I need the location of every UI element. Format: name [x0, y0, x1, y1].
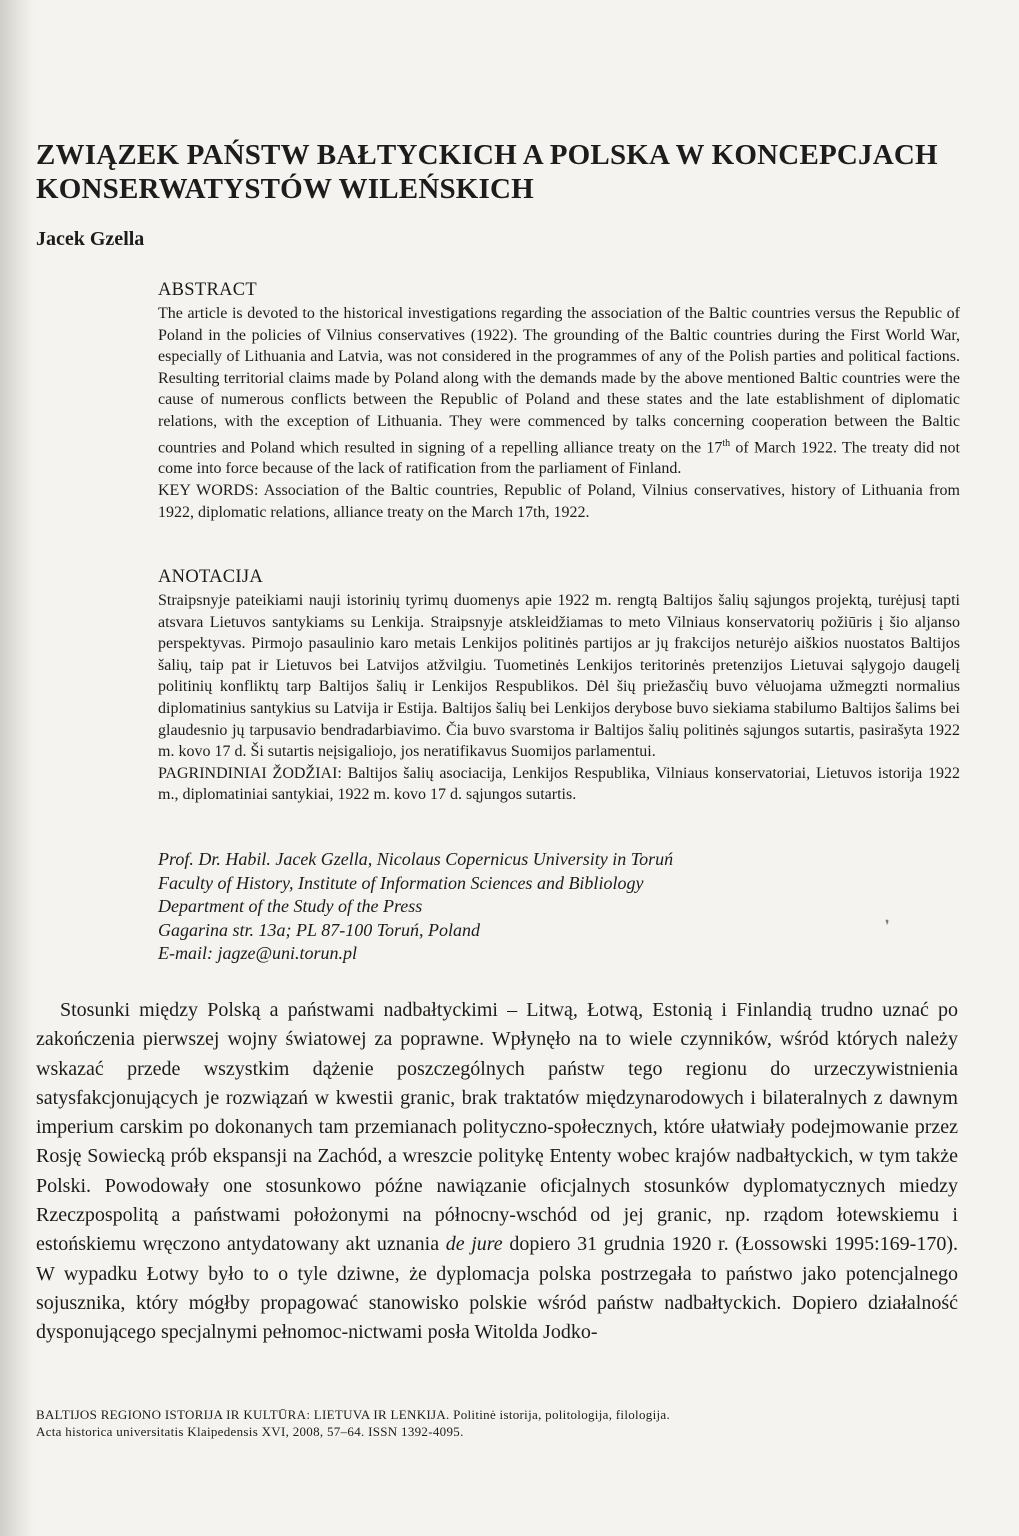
- affiliation-email: E-mail: jagze@uni.torun.pl: [158, 943, 358, 963]
- abstract-heading: ABSTRACT: [158, 280, 258, 300]
- anotacija-text: Straipsnyje pateikiami nauji istorinių tyrimų duomenys apie 1922 m. rengtą Baltijos šalių sąjungos projektą, turėjusį tapti atsvara Lietuvos santykiams su Lenkija. Straipsnyje atskleidžiamas to meto Vilniaus konservatorių požiūris į šio aljanso perspektyvas. Pirmojo pasaulinio karo metais Lenkijos politinės partijos ar jų frakcijos neturėjo aiškios nuostatos Baltijos šalių, taip pat ir Lietuvos bei Latvijos atžvilgiu. Tuometinės Lenkijos teritorinės pretenzijos Lietuvai sąlygojo daugelį politinių konfliktų tarp Baltijos šalių ir Lenkijos Respublikos. Dėl šių priežasčių buvo vėluojama užmegzti normalius diplomatinius santykius su Latvija ir Estija. Baltijos šalių bei Lenkijos derybose buvo siekiama stabilumo Baltijos šalims bei glaudesnio jų tarpusavio bendradarbiavimo. Čia buvo svarstoma ir Baltijos šalių politinės sąjungos sutartis, pasirašyta 1922 m. kovo 17 d. Ši sutartis neįsigaliojo, jos neratifikavus Suomijos parlamentui.: [158, 592, 960, 761]
- anotacija-keywords: PAGRINDINIAI ŽODŽIAI: Baltijos šalių asociacija, Lenkijos Respublika, Vilniaus konservatoriai, Lietuvos istorija 1922 m., diplomatiniai santykiai, 1922 m. kovo 17 d. sąjungos sutartis.: [158, 764, 960, 804]
- author-affiliation: [158, 848, 858, 966]
- affiliation-department: Department of the Study of the Press: [158, 896, 423, 916]
- affiliation-address: Gagarina str. 13a; PL 87-100 Toruń, Poland: [158, 919, 481, 940]
- body-italic-term: de jure: [445, 1233, 503, 1256]
- body-paragraph: [36, 996, 958, 1348]
- article-title-line-2: KONSERWATYSTÓW WILEŃSKICH: [36, 173, 534, 205]
- abstract-text: [158, 303, 960, 480]
- abstract-keywords: KEY WORDS: Association of the Baltic countries, Republic of Poland, Vilnius conservatives, history of Lithuania from 1922, diplomatic relations, alliance treaty on the March 17th, 1922.: [158, 482, 960, 521]
- abstract-text-main: The article is devoted to the historical investigations regarding the association of the Baltic countries versus the Republic of Poland in the policies of Vilnius conservatives (1922). The grounding of the Baltic countries during the First World War, especially of Lithuania and Latvia, was not considered in the programmes of any of the Polish parties and political factions. Resulting territorial claims made by Poland along with the demands made by the above mentioned Baltic countries were the cause of numerous conflicts between the Republic of Poland and these states and the late establishment of diplomatic relations, with the exception of Lithuania. They were commenced by talks concerning cooperation between the Baltic countries and Poland which resulted in signing of a repelling alliance treaty on the 17: [158, 305, 960, 456]
- affiliation-faculty: Faculty of History, Institute of Information Sciences and Bibliology: [158, 872, 644, 893]
- scan-smudge: ❜: [885, 919, 890, 934]
- affiliation-name: Prof. Dr. Habil. Jacek Gzella, Nicolaus Copernicus University in Toruń: [158, 849, 674, 869]
- anotacija-section: [158, 565, 960, 806]
- journal-footer: [36, 1406, 936, 1440]
- body-text-part-2: dopiero 31 grudnia 1920 r. (Łossowski 1995:169-170). W wypadku Łotwy było to o tyle dziwne, że dyplomacja polska postrzegała to państwo jako potencjalnego sojusznika, który mógłby propagować stanowisko polskie wśród państw nadbałtyckich. Dopiero działalność dysponującego specjalnymi pełnomoc-nictwami posła Witolda Jodko-: [36, 1233, 958, 1344]
- author-name: Jacek Gzella: [36, 228, 145, 250]
- footer-citation: Acta historica universitatis Klaipedensis XVI, 2008, 57–64. ISSN 1392-4095.: [36, 1424, 464, 1439]
- ordinal-superscript: th: [722, 437, 731, 449]
- abstract-text-end: of March 1922. The treaty did not come into force because of the lack of ratification from the parliament of Finland.: [158, 438, 961, 478]
- article-title: [36, 138, 976, 206]
- article-title-line-1: ZWIĄZEK PAŃSTW BAŁTYCKICH A POLSKA W KONCEPCJACH: [36, 139, 938, 171]
- abstract-section: [158, 278, 960, 523]
- anotacija-heading: ANOTACIJA: [158, 567, 264, 587]
- footer-journal-title: BALTIJOS REGIONO ISTORIJA IR KULTŪRA: LIETUVA IR LENKIJA. Politinė istorija, politologija, filologija.: [36, 1407, 671, 1422]
- body-text-part-1: Stosunki między Polską a państwami nadbałtyckimi – Litwą, Łotwą, Estonią i Finlandią trudno uznać po zakończenia pierwszej wojny światowej za poprawne. Wpłynęło na to wiele czynników, wśród których należy wskazać przede wszystkim dążenie poszczególnych państw tego regionu do urzeczywistnienia satysfakcjonujących je rozwiązań w kwestii granic, brak traktatów międzynarodowych i bilateralnych z dawnym imperium carskim po dokonanych tam przemianach polityczno-społecznych, które ułatwiały podejmowanie przez Rosję Sowiecką prób ekspansji na Zachód, a wreszcie politykę Ententy wobec krajów nadbałtyckich, w tym także Polski. Powodowały one stosunkowo późne nawiązanie oficjalnych stosunków dyplomatycznych miedzy Rzeczpospolitą a państwami położonymi na północny-wschód od jej granic, np. rządom łotewskiemu i estońskiemu wręczono antydatowany akt uznania: [36, 999, 958, 1256]
